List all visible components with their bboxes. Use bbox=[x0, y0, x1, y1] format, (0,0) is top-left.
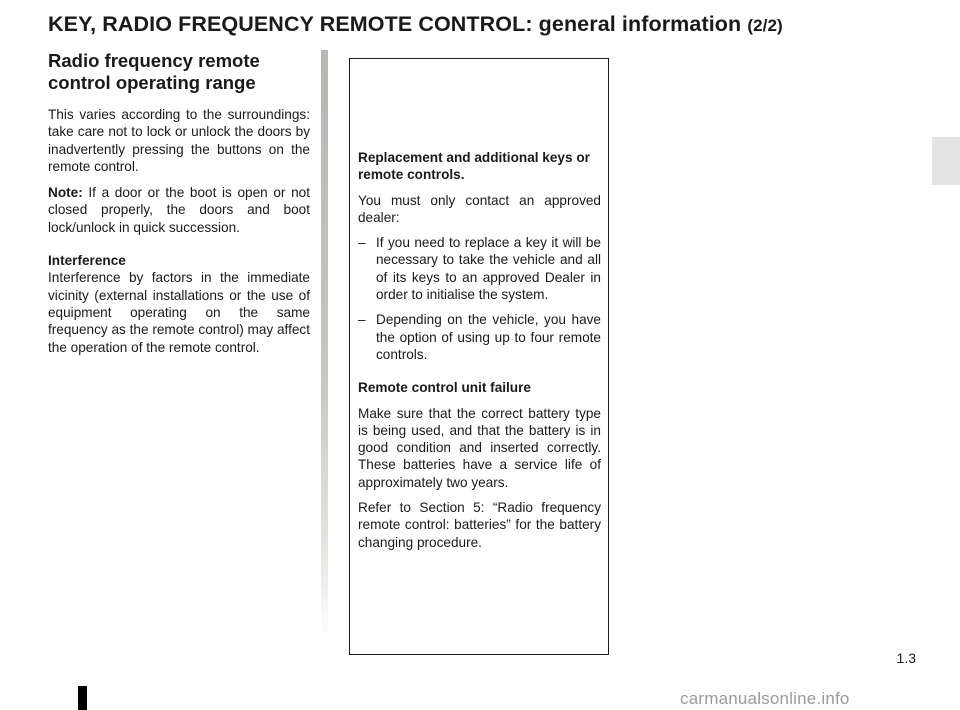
bullet-text: If you need to replace a key it will be necessary to take the vehicle and all of its keys to an approved Dealer in order to initialise the system. bbox=[376, 235, 601, 303]
section-heading-line1: Radio frequency remote bbox=[48, 50, 260, 71]
bullet-item bbox=[358, 234, 601, 303]
failure-heading: Remote control unit failure bbox=[358, 380, 531, 396]
section-heading-line2: control operating range bbox=[48, 72, 256, 93]
page-title bbox=[48, 12, 783, 37]
bullet-item bbox=[358, 311, 601, 363]
note-text: If a door or the boot is open or not closed properly, the doors and boot lock/unlock in quick succession. bbox=[48, 185, 310, 235]
replacement-heading: Replacement and additional keys or remote controls. bbox=[358, 150, 590, 183]
dash-bullet-icon: – bbox=[358, 235, 366, 251]
dash-bullet-icon: – bbox=[358, 312, 366, 328]
failure-paragraph: Make sure that the correct battery type is being used, and that the battery is in good condition and inserted correctly. These batteries have a service life of approximately two years. bbox=[358, 405, 601, 490]
replacement-intro: You must only contact an approved dealer: bbox=[358, 192, 601, 225]
column-divider-bar bbox=[321, 50, 328, 640]
section-heading-operating-range bbox=[48, 50, 310, 94]
bullet-text: Depending on the vehicle, you have the option of using up to four remote controls. bbox=[376, 312, 601, 362]
interference-heading: Interference bbox=[48, 253, 126, 269]
corner-crop-mark bbox=[78, 686, 87, 710]
info-box bbox=[349, 58, 609, 655]
watermark: carmanualsonline.info bbox=[680, 689, 850, 708]
page-title-text: KEY, RADIO FREQUENCY REMOTE CONTROL: general information bbox=[48, 12, 742, 36]
operating-range-paragraph: This varies according to the surroundings: take care not to lock or unlock the doors by inadvertently pressing the buttons on the remote control. bbox=[48, 107, 310, 174]
note-label: Note: bbox=[48, 185, 83, 201]
refer-paragraph: Refer to Section 5: “Radio frequency remote control: batteries” for the battery changing procedure. bbox=[358, 500, 601, 550]
chapter-side-tab bbox=[932, 137, 960, 185]
page-number: 1.3 bbox=[896, 650, 916, 666]
interference-text: Interference by factors in the immediate vicinity (external installations or the use of equipment operating on the same frequency as the remote control) may affect the operation of the remote control. bbox=[48, 270, 310, 355]
note-paragraph bbox=[48, 184, 310, 236]
info-box-content bbox=[358, 149, 601, 559]
interference-paragraph bbox=[48, 252, 310, 356]
page-title-suffix: (2/2) bbox=[747, 16, 783, 35]
left-column bbox=[48, 50, 310, 365]
